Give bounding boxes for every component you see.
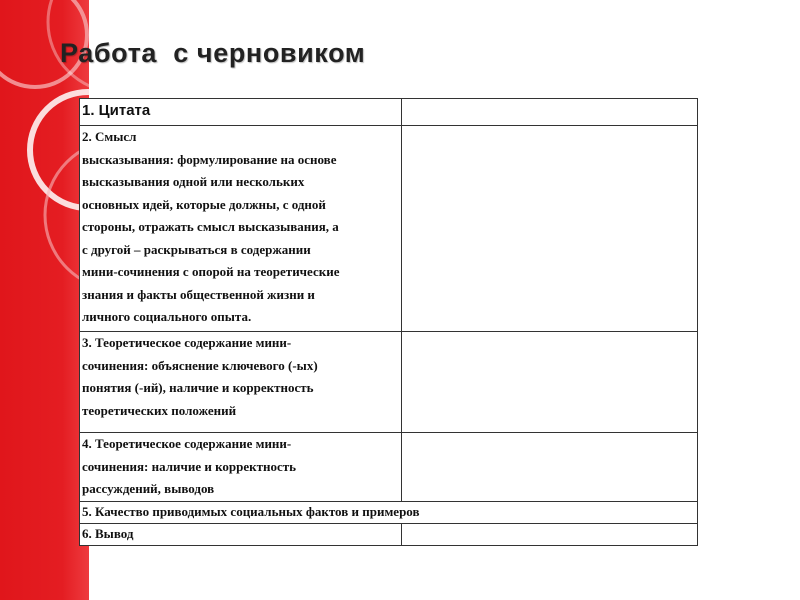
criterion-cell xyxy=(80,332,402,433)
criterion-cell xyxy=(80,523,402,545)
cell-line: 5. Качество приводимых социальных фактов и примеров xyxy=(82,503,420,519)
table-row xyxy=(80,126,698,332)
answer-cell[interactable] xyxy=(402,99,698,126)
cell-line: 4. Теоретическое содержание мини- xyxy=(82,436,292,451)
answer-cell[interactable] xyxy=(402,433,698,502)
cell-line: личного социального опыта. xyxy=(82,309,252,324)
table-row xyxy=(80,501,698,523)
cell-line: сочинения: наличие и корректность xyxy=(82,458,297,474)
table-row xyxy=(80,523,698,545)
cell-line: высказывания: формулирование на основе xyxy=(82,151,337,167)
cell-line: рассуждений, выводов xyxy=(82,481,215,496)
table-row xyxy=(80,433,698,502)
criterion-cell xyxy=(80,433,402,502)
cell-line: 3. Теоретическое содержание мини- xyxy=(82,335,292,350)
table-row xyxy=(80,332,698,433)
criterion-cell-wide xyxy=(80,501,698,523)
answer-cell[interactable] xyxy=(402,523,698,545)
page-title: Работа с черновиком xyxy=(60,38,366,68)
draft-table xyxy=(79,98,698,546)
criterion-cell xyxy=(80,99,402,126)
cell-line: основных идей, которые должны, с одной xyxy=(82,196,326,212)
cell-line: знания и факты общественной жизни и xyxy=(82,286,315,302)
table-row xyxy=(80,99,698,126)
cell-line: высказывания одной или нескольких xyxy=(82,174,305,189)
criterion-cell xyxy=(80,126,402,332)
cell-line: мини-сочинения с опорой на теоретические xyxy=(82,264,340,279)
decorative-arcs xyxy=(0,0,89,600)
cell-line: теоретических положений xyxy=(82,402,237,418)
answer-cell[interactable] xyxy=(402,126,698,332)
cell-line: сочинения: объяснение ключевого (-ых) xyxy=(82,357,318,373)
cell-line: стороны, отражать смысл высказывания, а xyxy=(82,219,339,234)
cell-line: с другой – раскрываться в содержании xyxy=(82,241,311,257)
cell-line: 1. Цитата xyxy=(82,102,151,119)
cell-line: 6. Вывод xyxy=(82,525,134,541)
cell-line: 2. Смысл xyxy=(82,129,137,144)
decorative-side-band xyxy=(0,0,89,600)
cell-line: понятия (-ий), наличие и корректность xyxy=(82,380,314,395)
answer-cell[interactable] xyxy=(402,332,698,433)
